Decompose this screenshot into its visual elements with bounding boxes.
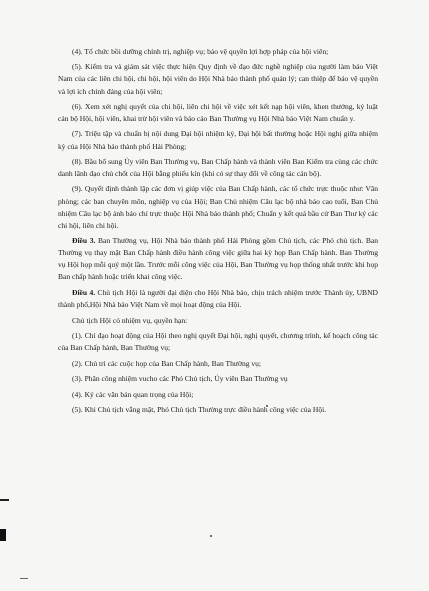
scan-speck — [210, 535, 212, 537]
article-4 — [58, 287, 378, 311]
duty-item-1: (1). Chỉ đạo hoạt động của Hội theo nghị quyết Đại hội, nghị quyết, chương trình, kế hoạch công tác của Ban Chấp hành, Ban Thường vụ; — [58, 331, 378, 353]
duty-item-2: (2). Chủ trì các cuộc họp của Ban Chấp hành, Ban Thường vụ; — [72, 358, 262, 368]
duty-item-5: (5). Khi Chủ tịch vắng mặt, Phó Chủ tịch Thường trực điều hành công việc của Hội. — [72, 405, 327, 414]
article-3-heading: Điều 3. — [72, 236, 96, 246]
duties-intro: Chủ tịch Hội có nhiệm vụ, quyền hạn: — [72, 315, 188, 325]
scan-bottom-mark — [20, 578, 28, 579]
scan-margin-block — [0, 529, 6, 541]
duty-item-3: (3). Phân công nhiệm vucho các Phó Chủ tịch, Ủy viên Ban Thường vụ — [72, 374, 288, 384]
scan-margin-mark — [0, 499, 9, 501]
article-4-heading: Điều 4. — [72, 287, 96, 297]
paragraph-item-7: (7). Triệu tập và chuẩn bị nội dung Đại hội nhiệm kỳ, Đại hội bất thường hoặc Hội nghị giữa nhiệm kỳ của Hội Nhà báo thành phố Hải Phòng; — [58, 129, 378, 151]
paragraph-item-4: (4). Tổ chức bồi dưỡng chính trị, nghiệp vụ; bảo vệ quyền lợi hợp pháp của hội viên; — [72, 47, 329, 56]
duty-item-4: (4). Ký các văn bản quan trọng của Hội; — [72, 389, 194, 399]
article-3 — [58, 235, 378, 283]
paragraph-item-5: (5). Kiểm tra và giám sát việc thực hiện Quy định về đạo đức nghề nghiệp của người làm báo Việt Nam của các liên chi hội, chi hội, hội viên do Hội Nhà báo thành phố quản lý; can thiệp để bảo vệ quyền và lợi ích chính đáng của hội viên; — [58, 62, 378, 96]
document-body — [58, 46, 378, 419]
article-4-text: Chủ tịch Hội là người đại diện cho Hội Nhà báo, chịu trách nhiệm trước Thành ủy, UBND thành phố,Hội Nhà báo Việt Nam về mọi hoạt động của Hội. — [58, 287, 378, 309]
article-3-text: Ban Thường vụ, Hội Nhà báo thành phố Hải Phòng gồm Chủ tịch, các Phó chủ tịch. Ban Thường vụ thay mặt Ban Chấp hành điều hành công việc giữa hai kỳ họp Ban Chấp hành. Ban Thường vụ Hội họp mỗi quý một lần. Trước mỗi công việc của Hội, Ban Thường vụ họp thống nhất trước khi họp Ban chấp hành hoặc triển khai công việc. — [58, 236, 378, 282]
paragraph-item-6: (6). Xem xét nghị quyết của chi hội, liên chi hội về việc xét kết nạp hội viên, khen thưởng, kỷ luật cán bộ Hội, hội viên, khai trừ hội viên và báo cáo Ban Thường vụ Hội Nhà báo Việt Nam chuẩn y. — [58, 101, 378, 124]
paragraph-item-8: (8). Bầu bổ sung Ủy viên Ban Thường vụ, Ban Chấp hành và thành viên Ban Kiểm tra cùng các chức danh lãnh đạo chủ chốt của Hội bằng phiếu kín (khi có sự thay đổi về công tác cán bộ). — [58, 156, 378, 179]
paragraph-item-9: (9). Quyết định thành lập các đơn vị giúp việc của Ban Chấp hành, các tổ chức trực thuộc như: Văn phòng; các ban chuyên môn, nghiệp vụ của Hội; Ban Chủ nhiệm Câu lạc bộ nhà báo cao tuổi, Ban Chủ nhiệm Câu lạc bộ ảnh báo chí trực thuộc Hội Nhà báo thành phố; Chuẩn y kết quả bầu cử Ban Thư ký các chi hội, liên chi hội. — [58, 184, 378, 230]
